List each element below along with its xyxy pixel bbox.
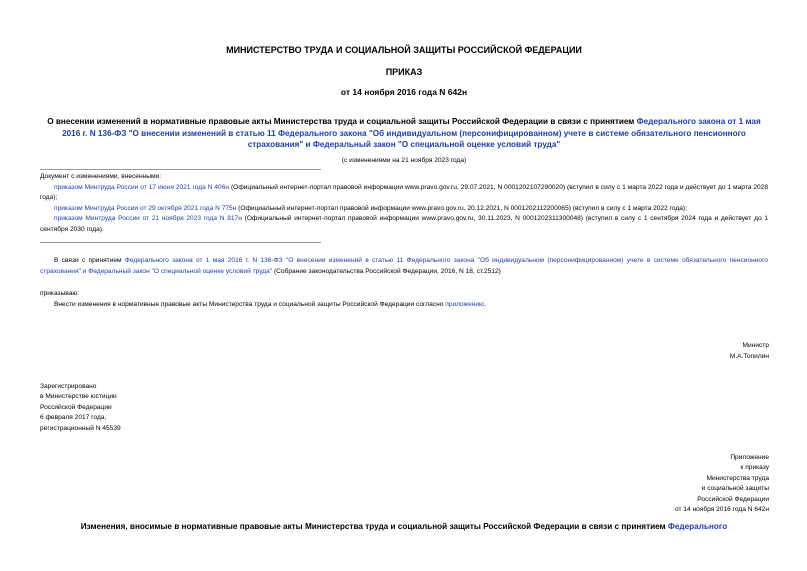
registration-line: Зарегистрировано	[40, 383, 97, 390]
preamble-law-link[interactable]: Федерального закона от 1 мая 2016 г. N 136-ФЗ "О внесении изменений в статью 11 Федерального закона "Об индивидуальном (персонифицированном) учете в системе обязательного пенсионного страхования" и Федеральный закон "О специальной оценке условий труда"	[40, 257, 769, 275]
order-date-number: от 14 ноября 2016 года N 642н	[340, 87, 468, 97]
appendix-link[interactable]: приложению	[445, 301, 485, 308]
change-item	[40, 214, 768, 235]
change-item-text: (Официальный интернет-портал правовой информации www.pravo.gov.ru, 20.12.2021, N 0001202112200065) (вступил в силу с 1 марта 2022 года);	[236, 204, 687, 212]
preamble	[40, 256, 768, 277]
change-item-text: (Официальный интернет-портал правовой информации www.pravo.gov.ru, 30.11.2023, N 0001202311300048) (вступил в силу с 1 сентября 2024 года и действует до 1 сентября 2030 года).	[40, 215, 768, 233]
title-law-link[interactable]: Федерального закона от 1 мая 2016 г. N 136-ФЗ "О внесении изменений в статью 11 Федерального закона "Об индивидуальном (персонифицированном) учете в системе обязательного пенсионного страхования" и Федеральный закон "О специальной оценке условий труда"	[62, 117, 761, 149]
preamble-text: В связи с принятием	[54, 257, 125, 264]
divider-bottom	[40, 242, 321, 243]
signature-block	[730, 340, 769, 362]
appendix-title-text: Изменения, вносимые в нормативные правовые акты Министерства труда и социальной защиты Российской Федерации в связи с принятием	[80, 522, 668, 531]
ministry-name: МИНИСТЕРСТВО ТРУДА И СОЦИАЛЬНОЙ ЗАЩИТЫ РОССИЙСКОЙ ФЕДЕРАЦИИ	[226, 45, 582, 55]
change-item	[40, 183, 768, 204]
order-body: Внести изменения в нормативные правовые акты Министерства труда и социальной защиты Российской Федерации согласно	[54, 301, 446, 308]
signer-name: М.А.Топилин	[729, 353, 769, 360]
appendix-line: к приказу	[740, 464, 769, 472]
registration-line: регистрационный N 45539	[40, 424, 121, 432]
registration-line: Российской Федерации	[40, 403, 112, 411]
divider-top	[40, 169, 321, 170]
changes-list	[40, 172, 768, 235]
registration-block	[40, 382, 121, 434]
change-item-link[interactable]: приказом Минтруда России от 29 октября 2021 года N 775н	[54, 204, 237, 212]
appendix-line: и социальной защиты	[701, 485, 769, 493]
change-item-link[interactable]: приказом Минтруда России от 21 ноября 2023 года N 817н	[54, 215, 242, 222]
document-type: ПРИКАЗ	[385, 67, 423, 77]
document-title	[40, 116, 768, 151]
appendix-line: Приложение	[730, 454, 769, 461]
change-item	[40, 204, 768, 215]
appendix-title-link[interactable]: Федерального	[667, 522, 728, 531]
title-text: О внесении изменений в нормативные правовые акты Министерства труда и социальной защиты Российской Федерации в связи с принятием	[47, 117, 637, 126]
registration-line: в Министерстве юстиции	[40, 393, 117, 401]
preamble-source: (Собрание законодательства Российской Федерации, 2016, N 18, ст.2512)	[272, 267, 501, 275]
changes-heading: Документ с изменениями, внесенными:	[40, 173, 162, 180]
appendix-block	[675, 453, 769, 515]
order-end: .	[484, 301, 486, 308]
appendix-line: Министерства труда	[706, 474, 769, 482]
appendix-line: Российской Федерации	[697, 495, 769, 503]
appendix-line: от 14 ноября 2016 года N 642н	[674, 506, 769, 514]
signer-position: Министр	[742, 342, 769, 349]
registration-line: 6 февраля 2017 года,	[40, 414, 107, 422]
order-label: приказываю:	[40, 290, 80, 297]
change-item-link[interactable]: приказом Минтруда России от 17 июня 2021 года N 406н	[54, 183, 230, 191]
change-item-text: (Официальный интернет-портал правовой информации www.pravo.gov.ru, 29.07.2021, N 0001202107290020) (вступил в силу с 1 марта 2022 года и действует до 1 марта 2028 года);	[40, 183, 769, 201]
appendix-title	[40, 522, 768, 531]
edits-note: (с изменениями на 21 ноября 2023 года)	[341, 157, 467, 164]
order-text	[54, 300, 768, 311]
